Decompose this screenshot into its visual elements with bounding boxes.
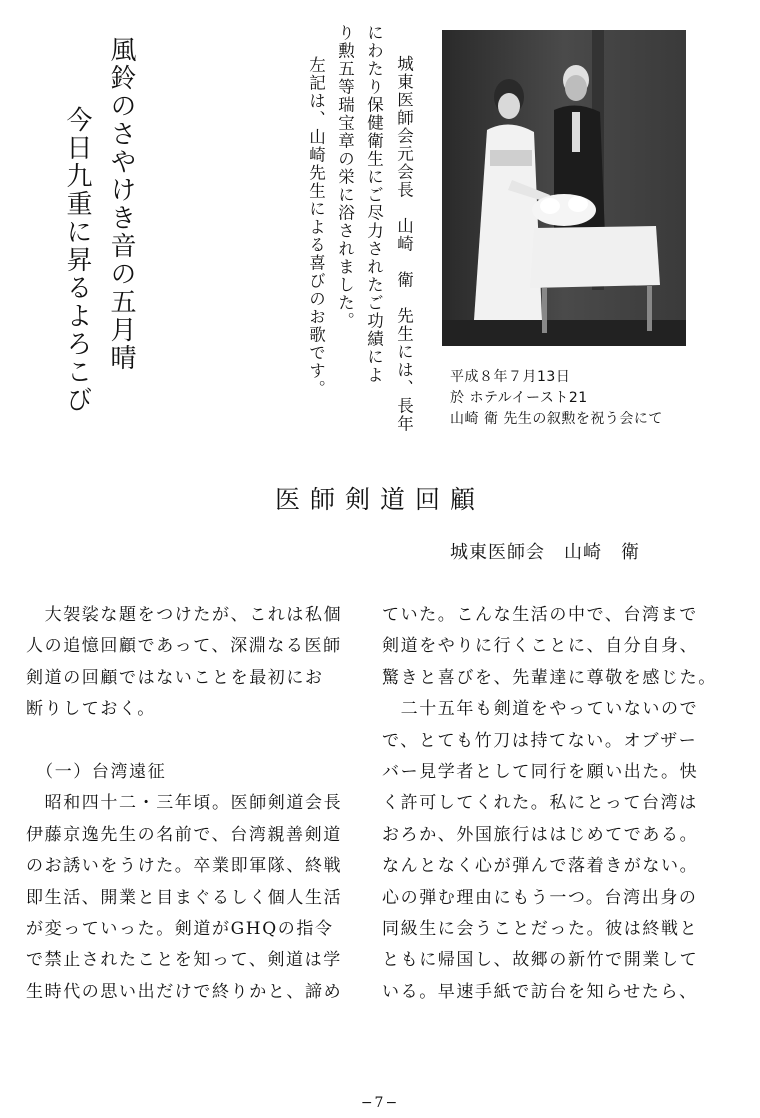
article-right-column — [382, 600, 722, 1008]
text-line: 大袈裟な題をつけたが、これは私個 — [26, 605, 343, 625]
text-line: で、とても竹刀は持てない。オブザー — [382, 730, 698, 751]
paragraph-spacer — [26, 726, 356, 757]
text-line: 即生活、開業と目まぐるしく個人生活 — [26, 887, 343, 908]
text-line: いる。早速手紙で訪台を知らせたら、 — [382, 981, 698, 1002]
text-line: 驚きと喜びを、先輩達に尊敬を感じた。 — [382, 667, 717, 688]
text-line: 断りしておく。 — [26, 699, 156, 720]
photo-caption-place: 於 ホテルイースト21 — [450, 390, 588, 406]
poem-line-2: 今日九重に昇るよろこび — [62, 106, 92, 414]
text-line: のお誘いをうけた。卒業即軍隊、終戦 — [26, 856, 343, 877]
text-line: 伊藤京逸先生の名前で、台湾親善剣道 — [26, 824, 342, 845]
text-line: 心の弾む理由にもう一つ。台湾出身の — [382, 887, 698, 908]
section-heading: （一）台湾遠征 — [26, 762, 167, 783]
text-line: 剣道の回顧ではないことを最初にお — [26, 667, 324, 688]
page-number: −7− — [360, 1095, 400, 1111]
note-line-1: 城東医師会元会長 山崎 衛 先生には、長年 — [394, 55, 414, 433]
text-line: 剣道をやりに行くことに、自分自身、 — [382, 636, 699, 657]
text-line: 同級生に会うことだった。彼は終戦と — [382, 919, 699, 940]
text-line: 生時代の思い出だけで終りかと、諦め — [26, 981, 343, 1002]
text-line: く許可してくれた。私にとって台湾は — [382, 793, 698, 814]
note-line-3: り勲五等瑞宝章の栄に浴されました。 — [335, 24, 355, 330]
article-title: 医師剣道回顧 — [274, 485, 485, 514]
photo-caption-event: 山崎 衛 先生の叙勲を祝う会にて — [450, 411, 663, 427]
award-photo — [442, 30, 686, 346]
article-author: 城東医師会 山崎 衛 — [450, 542, 640, 563]
text-line: が変っていった。剣道がGHQの指令 — [26, 919, 334, 940]
text-line: 二十五年も剣道をやっていないので — [382, 699, 699, 720]
text-line: ともに帰国し、故郷の新竹で開業して — [382, 950, 699, 971]
text-line: で禁止されたことを知って、剣道は学 — [26, 950, 342, 971]
text-line: 昭和四十二・三年頃。医師剣道会長 — [26, 793, 343, 814]
text-line: バー見学者として同行を願い出た。快 — [382, 762, 699, 783]
award-photo-image — [442, 30, 686, 346]
text-line: ていた。こんな生活の中で、台湾まで — [382, 605, 698, 625]
poem-line-1: 風鈴のさやけき音の五月晴 — [106, 36, 136, 372]
note-line-4: 左記は、山崎先生による喜びのお歌です。 — [306, 56, 326, 398]
text-line: 人の追憶回顧であって、深淵なる医師 — [26, 636, 342, 657]
article-left-column — [26, 600, 356, 1008]
photo-caption-date: 平成８年７月13日 — [450, 369, 571, 385]
text-line: おろか、外国旅行ははじめてである。 — [382, 824, 699, 845]
note-line-2: にわたり保健衛生にご尽力されたご功績によ — [364, 24, 384, 384]
text-line: なんとなく心が弾んで落着きがない。 — [382, 856, 699, 877]
